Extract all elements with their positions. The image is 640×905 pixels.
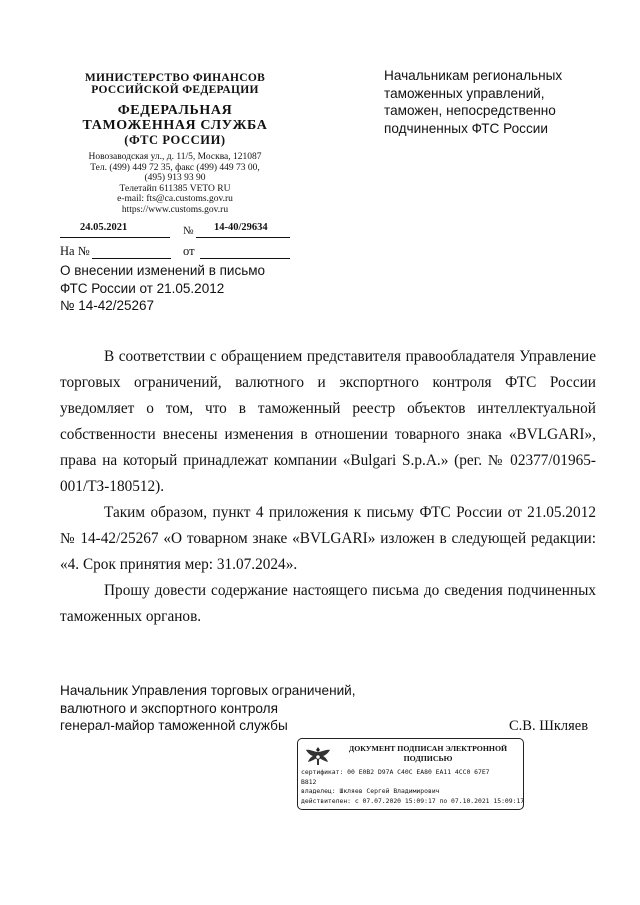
service-line: ТАМОЖЕННАЯ СЛУЖБА [82,118,268,133]
ministry-line: РОССИЙСКОЙ ФЕДЕРАЦИИ [91,84,259,96]
body-paragraph: В соответствии с обращением представителя правообладателя Управление торговых ограничений, валютного и экспортного контроля ФТС России уведомляет о том, что в таможенный реестр объектов интеллектуальной собственности внесены изменения в отношении товарного знака «BVLGARI», права на который принадлежат компании «Bulgari S.p.A.» (рег. № 02377/01965-001/ТЗ-180512). [60,348,596,495]
service-name [60,103,290,148]
ministry-line: МИНИСТЕРСТВО ФИНАНСОВ [84,72,266,84]
signatory-name: С.В. Шкляев [509,718,589,734]
number-sign: № [183,225,194,237]
subject-line: ФТС России от 21.05.2012 [60,280,225,296]
ministry-name [60,72,290,96]
date-underline [60,237,170,238]
letter-body-3 [60,578,596,630]
ref-label: На № [60,244,90,258]
from-underline [200,258,290,259]
ref-underline [92,258,171,259]
recipient-block [384,67,624,137]
stamp-cert: сертификат: 00 E0B2 D97A C40C EA80 EA11 4CC0 67E7 [301,768,490,776]
recipient-line: таможенных управлений, [384,85,545,101]
letter-body [60,344,596,500]
body-paragraph: Прошу довести содержание настоящего письма до сведения подчиненных таможенных органов. [60,582,596,625]
signatory-title [60,682,356,735]
stamp-cert-cont: B812 [301,777,317,786]
subject-line: О внесении изменений в письмо [60,263,266,278]
number-underline [196,237,290,238]
letter-subject [60,262,320,315]
subject-line: № 14-42/25267 [60,298,155,313]
e-signature-stamp [297,738,524,810]
stamp-title: ДОКУМЕНТ ПОДПИСАН ЭЛЕКТРОННОЙ ПОДПИСЬЮ [348,744,508,763]
address-line: e-mail: fts@ca.customs.gov.ru [117,194,233,204]
stamp-details [301,768,525,806]
stamp-validity: действителен: с 07.07.2020 15:09:17 по 07.10.2021 15:09:17 [301,796,525,805]
eagle-emblem-icon [304,744,332,768]
signatory-line: генерал-майор таможенной службы [60,718,288,733]
letter-date: 24.05.2021 [80,222,128,233]
address-block [60,152,290,215]
signatory-line: Начальник Управления торговых ограничений, [60,683,356,698]
address-line: Новозаводская ул., д. 11/5, Москва, 121087 [88,152,262,162]
recipient-line: подчиненных ФТС России [384,120,548,136]
letter-number: 14-40/29634 [214,222,268,233]
letter-body-2 [60,500,596,578]
address-line: (495) 913 93 90 [144,173,206,183]
address-line: https://www.customs.gov.ru [121,204,229,215]
service-line: ФЕДЕРАЛЬНАЯ [117,103,233,118]
body-paragraph: Таким образом, пункт 4 приложения к письму ФТС России от 21.05.2012 № 14-42/25267 «О товарном знаке «BVLGARI» изложен в следующей редакции: «4. Срок принятия мер: 31.07.2024». [60,504,596,573]
from-label: от [183,244,195,258]
recipient-line: Начальникам региональных [384,68,563,83]
address-line: Тел. (499) 449 72 35, факс (499) 449 73 00, [90,162,260,173]
stamp-owner: владелец: Шкляев Сергей Владимирович [301,787,440,795]
signatory-line: валютного и экспортного контроля [60,700,278,716]
recipient-line: таможен, непосредственно [384,103,556,118]
service-line: (ФТС РОССИИ) [124,133,226,147]
address-line: Телетайп 611385 VETO RU [119,183,231,194]
